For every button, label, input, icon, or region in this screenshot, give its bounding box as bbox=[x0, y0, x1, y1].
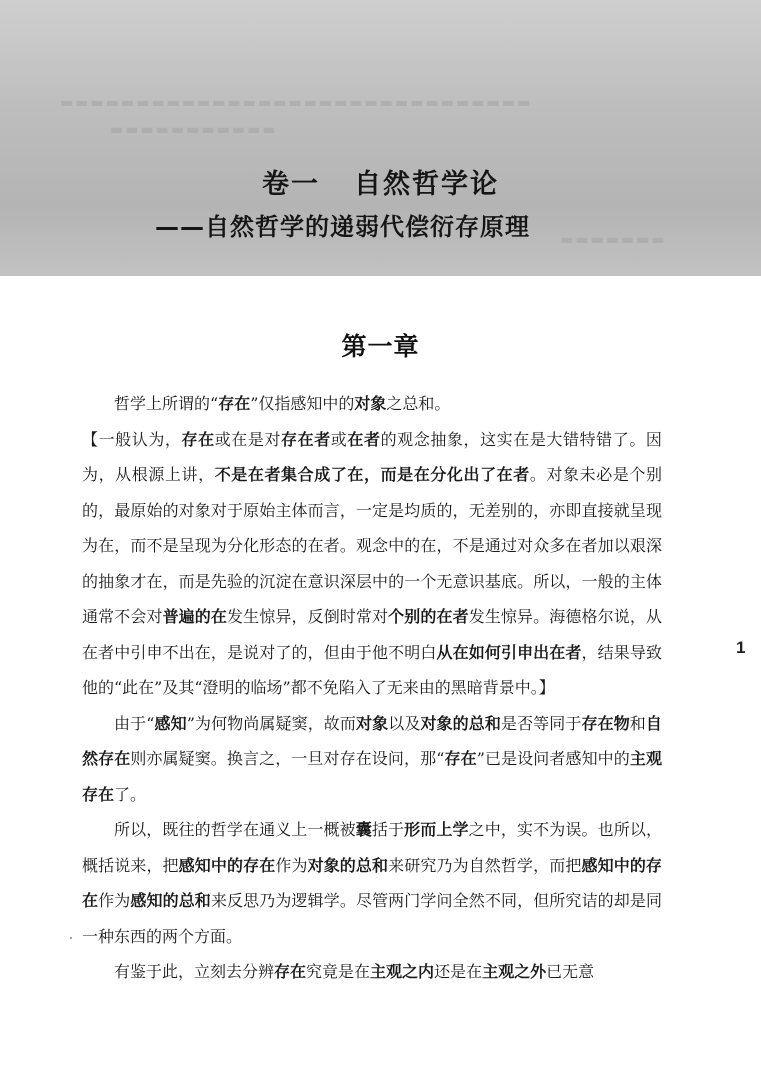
paragraph: 所以，既往的哲学在通义上一概被囊括于形而上学之中，实不为误。也所以，概括说来，把感知中的存在作为对象的总和来研究乃为自然哲学，而把感知中的存在作为感知的总和来反思乃为逻辑学。尽管两门学问全然不同，但所究诘的却是同一种东西的两个方面。 bbox=[82, 820, 662, 946]
bracketed-note: 【一般认为，存在或在是对存在者或在者的观念抽象，这实在是大错特错了。因为，从根源上讲，不是在者集合成了在，而是在分化出了在者。对象未必是个别的，最原始的对象对于原始主体而言，一定是均质的，无差别的，亦即直接就呈现为在，而不是呈现为分化形态的在者。观念中的在，不是通过对众多在者加以艰深的抽象才在，而是先验的沉淀在意识深层中的一个无意识基底。所以，一般的主体通常不会对普遍的在发生惊异，反倒时常对个别的在者发生惊异。海德格尔说，从在者中引申不出在，是说对了的，但由于他不明白从在如何引申出在者，结果导致他的“此在”及其“澄明的临场”都不免陷入了无来由的黑暗背景中。】 bbox=[82, 429, 662, 697]
paragraph: 由于“感知”为何物尚属疑窦，故而对象以及对象的总和是否等同于存在物和自然存在则亦属疑窦。换言之，一旦对存在设问，那“存在”已是设问者感知中的主观存在了。 bbox=[82, 713, 662, 804]
page-number: 1 bbox=[736, 638, 746, 657]
body-text bbox=[82, 386, 662, 990]
bleed-through-text: ▬▬▬▬▬▬▬ bbox=[560, 232, 667, 248]
bleed-through-text: ▬▬▬▬▬▬▬▬▬▬▬ bbox=[110, 122, 278, 138]
paragraph: 有鉴于此，立刻去分辨存在究竟是在主观之内还是在主观之外已无意 bbox=[114, 962, 595, 981]
paragraph: 哲学上所谓的“存在”仅指感知中的对象之总和。 bbox=[114, 394, 451, 413]
bleed-through-text: ▬▬▬▬▬▬▬▬▬▬▬▬▬▬▬▬▬▬▬▬▬▬▬▬▬▬▬▬▬▬▬ bbox=[60, 95, 533, 111]
chapter-title: 第一章 bbox=[341, 332, 420, 361]
volume-title: 卷一 自然哲学论 bbox=[262, 169, 499, 200]
volume-subtitle: ——自然哲学的递弱代偿衍存原理 bbox=[155, 213, 530, 241]
scan-speck bbox=[70, 937, 72, 939]
